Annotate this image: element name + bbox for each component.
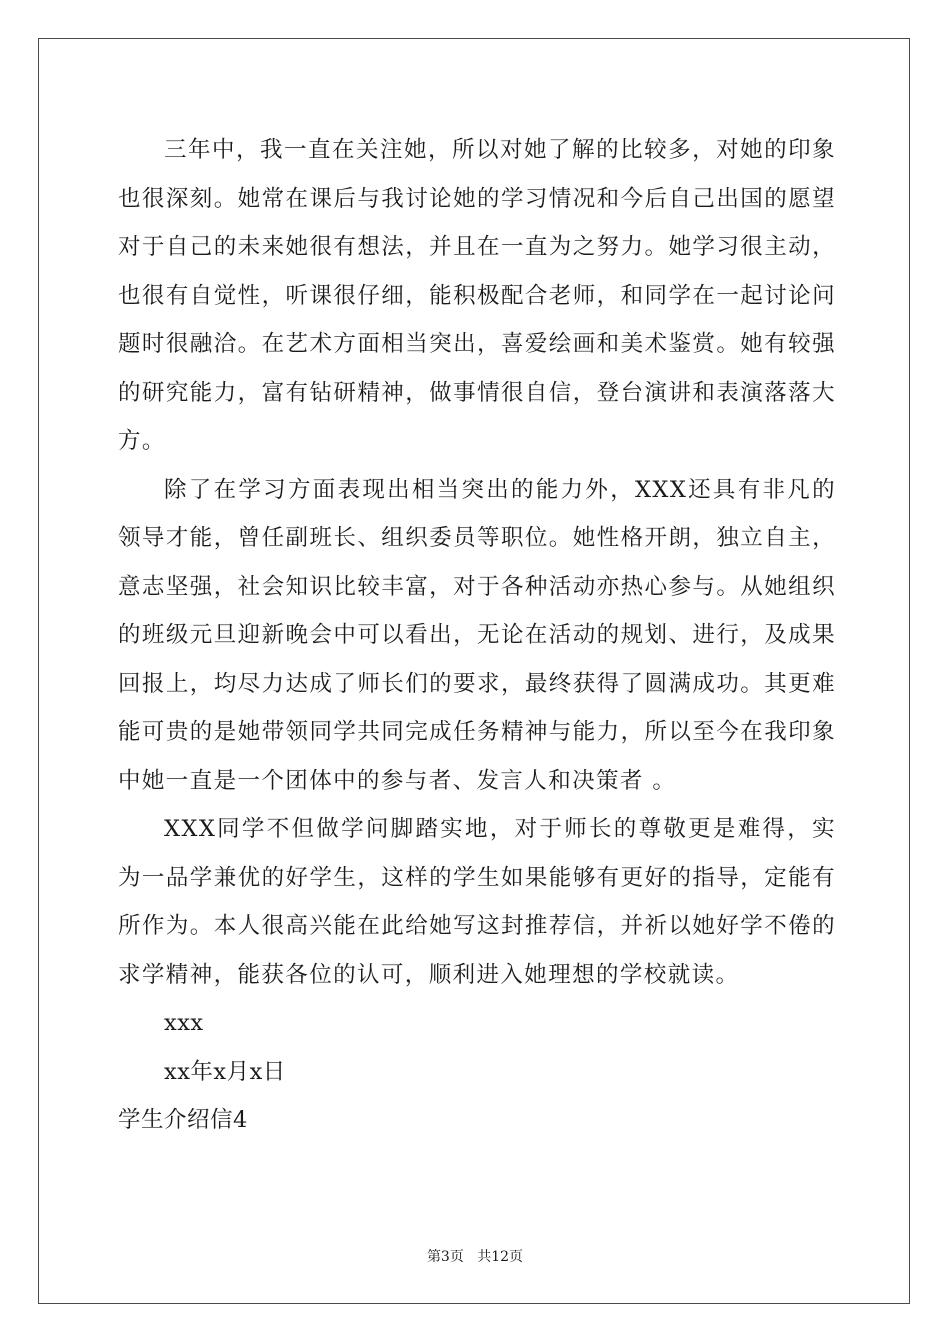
signature: xxx [164,1010,204,1036]
paragraph-1: 三年中，我一直在关注她，所以对她了解的比较多，对她的印象也很深刻。她常在课后与我讨论她的学习情况和今后自己出国的愿望对于自己的未来她很有想法，并且在一直为之努力。她学习很主动，也很有自觉性，听课很仔细，能积极配合老师，和同学在一起讨论问题时很融洽。在艺术方面相当突出，喜爱绘画和美术鉴赏。她有较强的研究能力，富有钻研精神，做事情很自信，登台演讲和表演落落大方。 [118,137,836,454]
paragraph-3: XXX同学不但做学问脚踏实地，对于师长的尊敬更是难得，实为一品学兼优的好学生，这样的学生如果能够有更好的指导，定能有所作为。本人很高兴能在此给她写这封推荐信，并祈以她好学不倦的求学精神，能获各位的认可，顺利进入她理想的学校就读。 [118,816,836,988]
page-number: 第3页 [426,1249,464,1265]
date-line: xx年x月x日 [164,1058,286,1085]
page-total: 共12页 [477,1249,524,1265]
paragraph-2: 除了在学习方面表现出相当突出的能力外，XXX还具有非凡的领导才能，曾任副班长、组织委员等职位。她性格开朗，独立自主，意志坚强，社会知识比较丰富，对于各种活动亦热心参与。从她组织的班级元旦迎新晚会中可以看出，无论在活动的规划、进行，及成果回报上，均尽力达成了师长们的要求，最终获得了圆满成功。其更难能可贵的是她带领同学共同完成任务精神与能力，所以至今在我印象中她一直是一个团体中的参与者、发言人和决策者 。 [118,476,836,794]
page-footer [0,1246,950,1266]
next-section-title: 学生介绍信4 [118,1107,248,1133]
letter-body [118,126,836,1145]
